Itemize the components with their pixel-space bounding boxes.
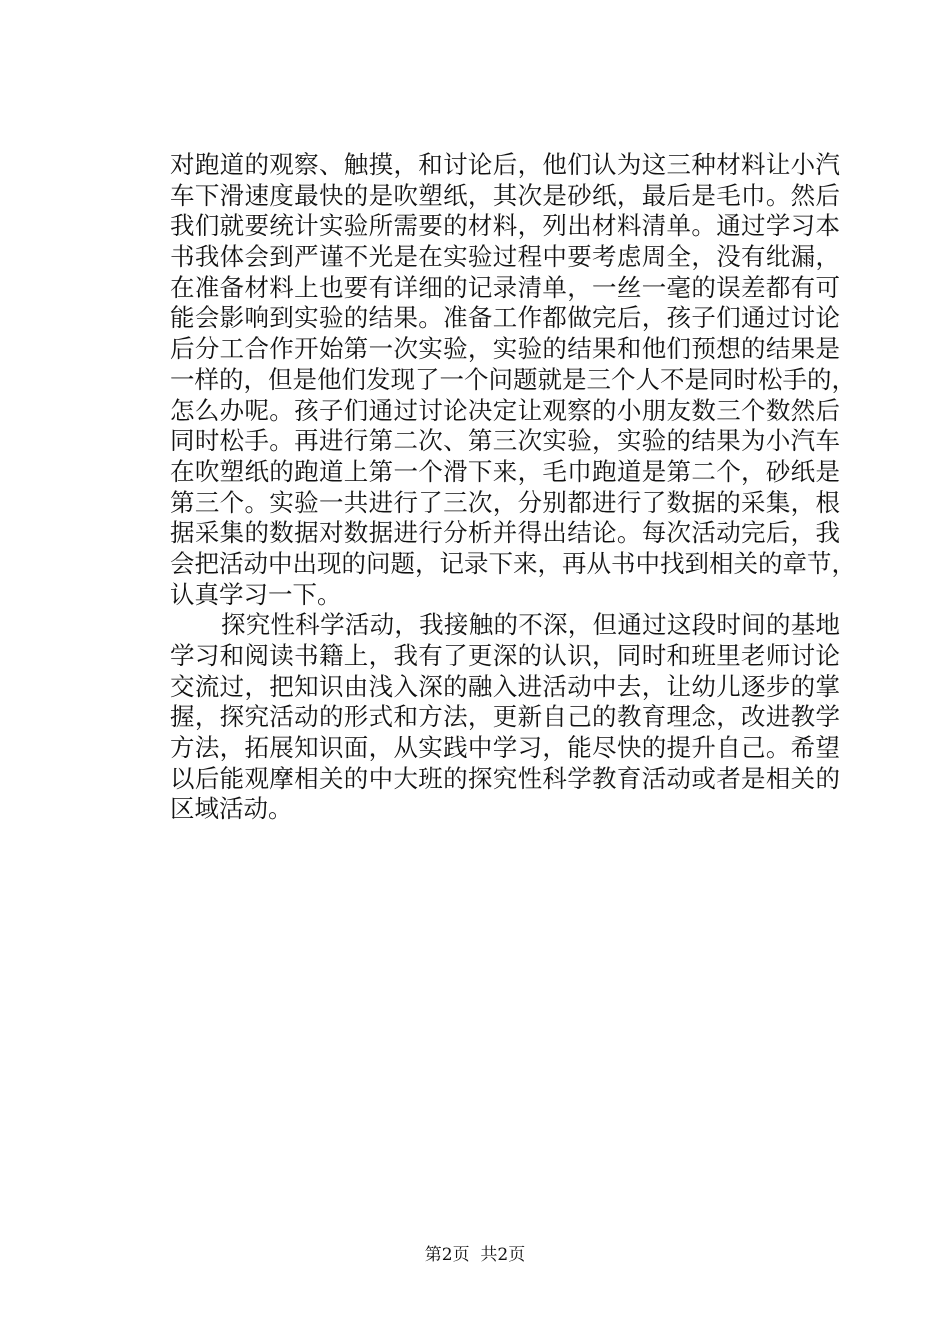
- paragraph-line: 方法，拓展知识面，从实践中学习，能尽快的提升自己。希望: [170, 733, 840, 763]
- paragraph-line: 第三个。实验一共进行了三次，分别都进行了数据的采集，根: [170, 487, 840, 517]
- paragraph-line: 交流过，把知识由浅入深的融入进活动中去，让幼儿逐步的掌: [170, 671, 840, 701]
- paragraph-line: 以后能观摩相关的中大班的探究性科学教育活动或者是相关的: [170, 763, 840, 793]
- paragraph-line: 车下滑速度最快的是吹塑纸，其次是砂纸，最后是毛巾。然后: [170, 180, 840, 210]
- paragraph-line: 对跑道的观察、触摸，和讨论后，他们认为这三种材料让小汽: [170, 150, 840, 179]
- paragraph-line: 握，探究活动的形式和方法，更新自己的教育理念，改进教学: [170, 702, 840, 732]
- paragraph-line: 在吹塑纸的跑道上第一个滑下来，毛巾跑道是第二个，砂纸是: [170, 456, 840, 486]
- paragraph-1: [170, 150, 856, 610]
- paragraph-line: 认真学习一下。: [170, 579, 342, 609]
- paragraph-line: 同时松手。再进行第二次、第三次实验，实验的结果为小汽车: [170, 426, 840, 456]
- paragraph-line: 学习和阅读书籍上，我有了更深的认识，同时和班里老师讨论: [170, 641, 840, 670]
- paragraph-line: 会把活动中出现的问题，记录下来，再从书中找到相关的章节，: [170, 548, 856, 578]
- paragraph-line: 书我体会到严谨不光是在实验过程中要考虑周全，没有纰漏，: [170, 242, 840, 272]
- paragraph-line: 区域活动。: [170, 794, 293, 824]
- paragraph-line: 能会影响到实验的结果。准备工作都做完后，孩子们通过讨论: [170, 303, 840, 333]
- paragraph-line: 一样的，但是他们发现了一个问题就是三个人不是同时松手的，: [170, 364, 856, 394]
- paragraph-2: [170, 610, 840, 825]
- paragraph-line: 我们就要统计实验所需要的材料，列出材料清单。通过学习本: [170, 211, 840, 241]
- paragraph-line: 怎么办呢。孩子们通过讨论决定让观察的小朋友数三个数然后: [170, 395, 840, 425]
- document-body: [170, 150, 856, 825]
- paragraph-line: 探究性科学活动，我接触的不深，但通过这段时间的基地: [221, 610, 840, 640]
- page-number-label: 第2页 共2页: [424, 1245, 526, 1265]
- paragraph-line: 在准备材料上也要有详细的记录清单，一丝一毫的误差都有可: [170, 272, 840, 302]
- paragraph-line: 据采集的数据对数据进行分析并得出结论。每次活动完后，我: [170, 518, 840, 548]
- paragraph-line: 后分工合作开始第一次实验，实验的结果和他们预想的结果是: [170, 334, 840, 364]
- page-footer: [0, 1244, 950, 1266]
